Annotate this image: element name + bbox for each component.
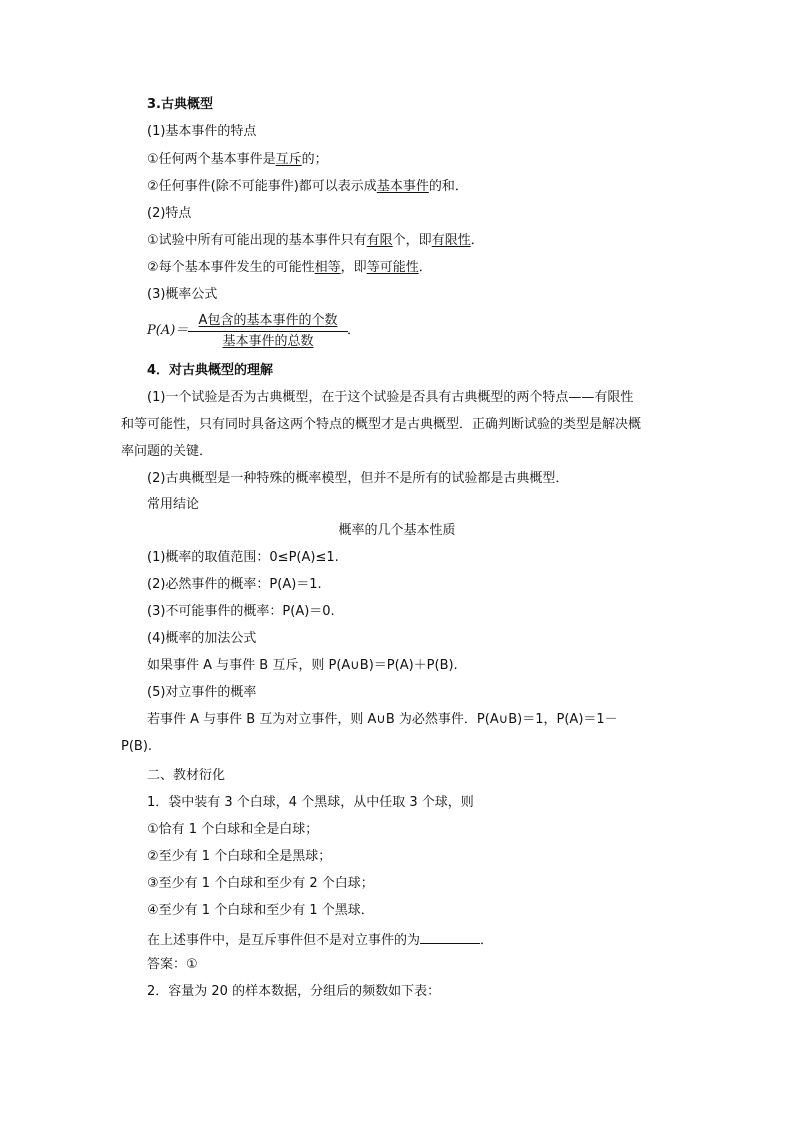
subheading-characteristics: (2)特点: [147, 206, 192, 221]
formula-lhs: P(A)＝: [147, 323, 189, 338]
property-3: (3)不可能事件的概率：P(A)＝0.: [147, 604, 335, 619]
common-conclusions-label: 常用结论: [147, 497, 200, 512]
text: ②每个基本事件发生的可能性: [147, 260, 315, 275]
text: ①任何两个基本事件是: [147, 152, 276, 167]
property-4-text: 如果事件 A 与事件 B 互斥，则 P(A∪B)＝P(A)＋P(B).: [147, 658, 458, 673]
section-3-title: 3.古典概型: [147, 97, 213, 112]
probability-fraction: [188, 312, 348, 351]
underlined-term: 基本事件: [376, 179, 429, 194]
property-5: (5)对立事件的概率: [147, 685, 257, 700]
characteristic-item-2: [147, 259, 432, 277]
question-1: 1．袋中装有 3 个白球，4 个黑球，从中任取 3 个球，则: [147, 795, 474, 810]
paragraph-1-line-3: 率问题的关键．: [121, 444, 213, 459]
question-2: 2．容量为 20 的样本数据，分组后的频数如下表：: [147, 984, 441, 999]
paragraph-1-line-1: (1)一个试验是否为古典概型，在于这个试验是否具有古典概型的两个特点——有限性: [147, 390, 634, 405]
property-2: (2)必然事件的概率：P(A)＝1.: [147, 577, 322, 592]
question-1-option-3: ③至少有 1 个白球和至少有 2 个白球；: [147, 876, 374, 891]
feature-item-1: [147, 151, 328, 169]
fraction-denominator: 基本事件的总数: [222, 334, 314, 349]
property-5-text-cont: P(B).: [121, 739, 153, 754]
text: ．: [470, 233, 484, 248]
formula-end: ．: [347, 323, 361, 338]
text: ①试验中所有可能出现的基本事件只有: [147, 233, 367, 248]
text: ．: [480, 933, 494, 948]
question-1-prompt: [147, 929, 493, 950]
text: ，即: [340, 260, 367, 275]
fraction-bar: [188, 331, 348, 332]
text: 在上述事件中，是互斥事件但不是对立事件的为: [147, 933, 421, 948]
question-1-option-4: ④至少有 1 个白球和至少有 1 个黑球．: [147, 903, 374, 918]
question-1-option-2: ②至少有 1 个白球和全是黑球；: [147, 849, 332, 864]
text: ．: [418, 260, 432, 275]
question-1-option-1: ①恰有 1 个白球和全是白球；: [147, 822, 319, 837]
underlined-term: 有限: [366, 233, 393, 248]
subheading-probability-formula: (3)概率公式: [147, 287, 218, 302]
text: 的；: [301, 152, 328, 167]
text: 个，即: [392, 233, 432, 248]
part-2-title: 二、教材衍化: [147, 768, 226, 783]
feature-item-2: [147, 178, 468, 196]
text: 的和．: [428, 179, 468, 194]
properties-heading: 概率的几个基本性质: [338, 523, 456, 538]
characteristic-item-1: [147, 232, 484, 250]
paragraph-2: (2)古典概型是一种特殊的概率模型，但并不是所有的试验都是古典概型．: [147, 471, 569, 486]
subheading-basic-event-features: (1)基本事件的特点: [147, 124, 257, 139]
underlined-term: 有限性: [431, 233, 471, 248]
property-4: (4)概率的加法公式: [147, 631, 257, 646]
answer-blank: [420, 929, 480, 944]
underlined-term: 相等: [314, 260, 341, 275]
paragraph-1-line-2: 和等可能性，只有同时具备这两个特点的概型才是古典概型．正确判断试验的类型是解决概: [121, 417, 642, 432]
property-5-text: 若事件 A 与事件 B 互为对立事件，则 A∪B 为必然事件．P(A∪B)＝1，P(A)＝1－: [147, 712, 618, 727]
section-4-title: 4．对古典概型的理解: [147, 363, 274, 378]
property-1: (1)概率的取值范围：0≤P(A)≤1.: [147, 550, 339, 565]
underlined-term: 互斥: [275, 152, 302, 167]
fraction-numerator: A包含的基本事件的个数: [198, 313, 338, 328]
underlined-term: 等可能性: [366, 260, 419, 275]
text: ②任何事件(除不可能事件)都可以表示成: [147, 179, 377, 194]
question-1-answer: 答案：①: [147, 957, 198, 972]
